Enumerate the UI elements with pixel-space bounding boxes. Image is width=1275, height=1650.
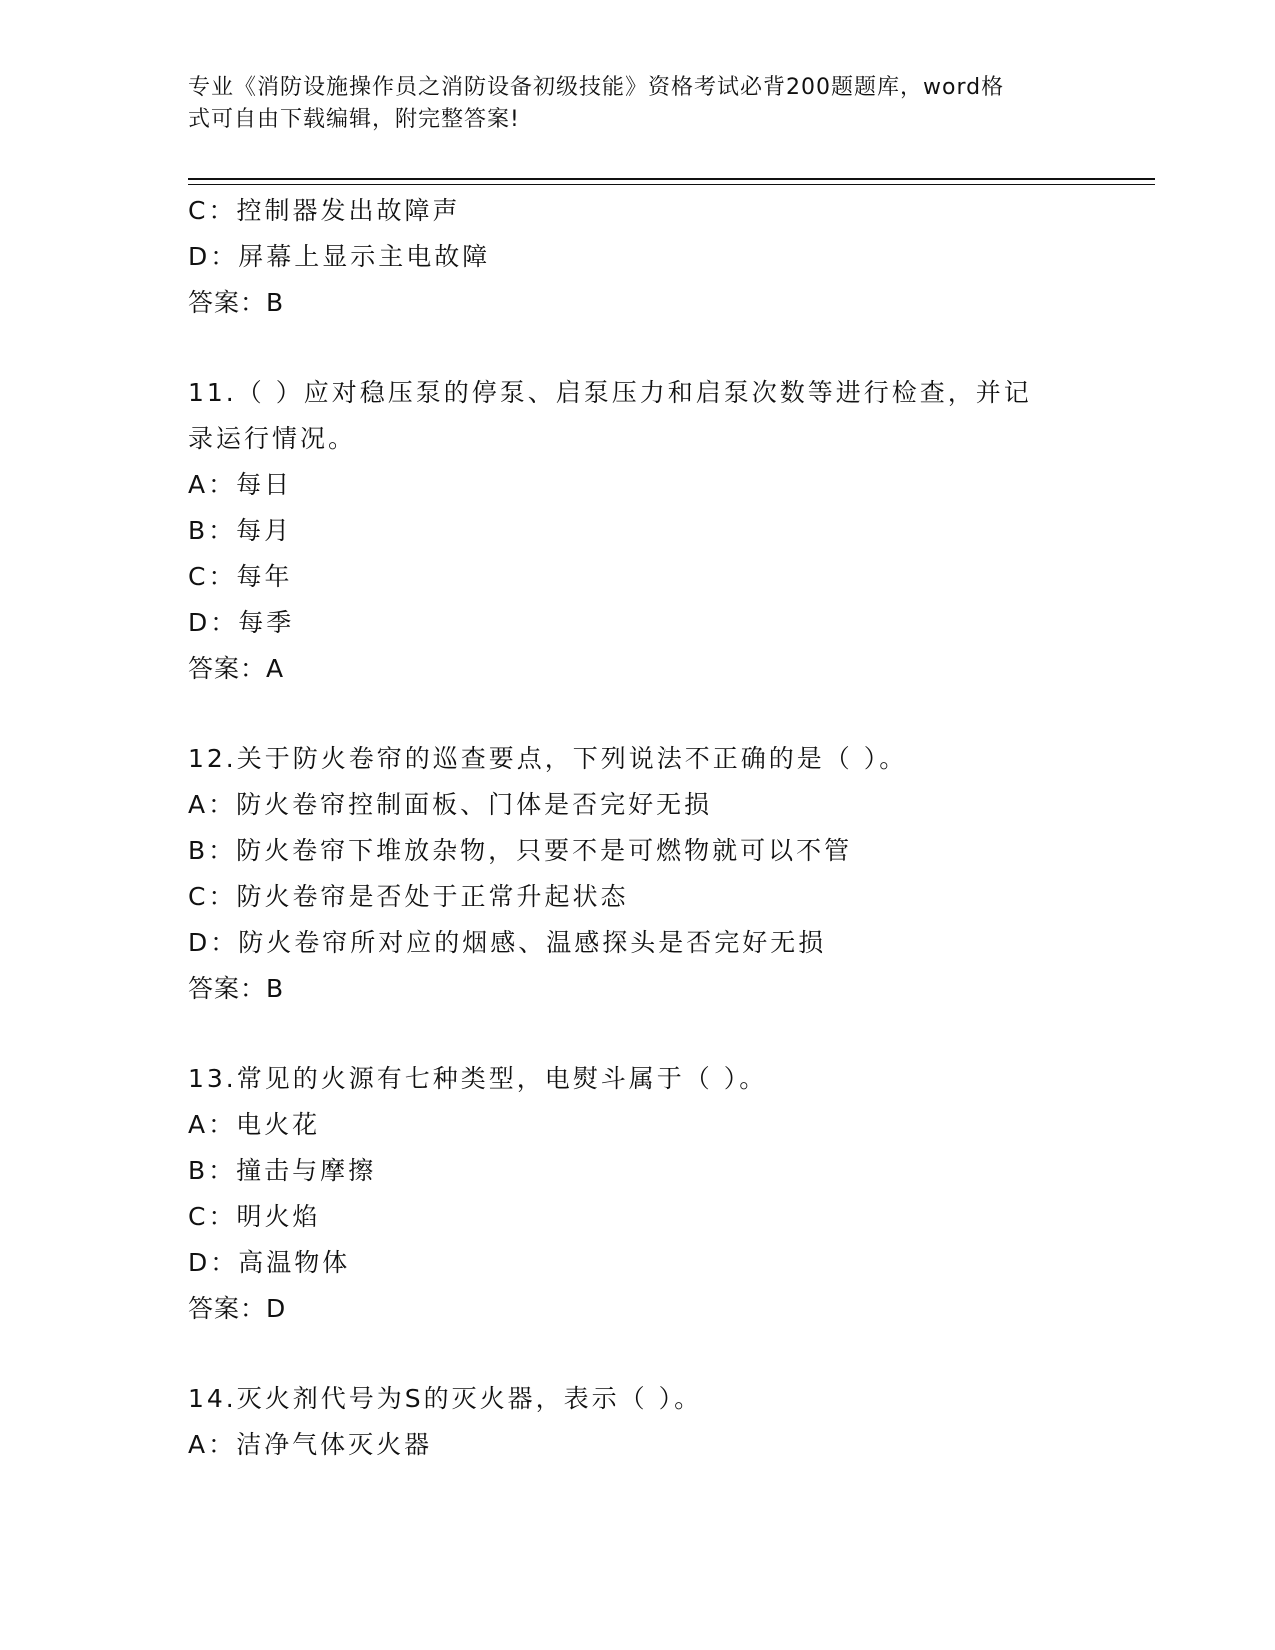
- header-line-2: 式可自由下载编辑，附完整答案!: [188, 107, 520, 132]
- question-content: [188, 188, 1068, 1468]
- document-header: [188, 72, 1068, 136]
- q11-option-b: B：每月: [188, 516, 293, 545]
- q11-option-c: C：每年: [188, 562, 293, 591]
- q12-option-b: B：防火卷帘下堆放杂物，只要不是可燃物就可以不管: [188, 836, 853, 865]
- q11-stem-line-2: 录运行情况。: [188, 424, 357, 453]
- question-13: [188, 1056, 1068, 1332]
- q10-answer: 答案：B: [188, 288, 285, 317]
- q13-answer: 答案：D: [188, 1294, 287, 1323]
- question-11: [188, 370, 1068, 692]
- question-12: [188, 736, 1068, 1012]
- header-divider-thin: [188, 184, 1155, 185]
- q12-option-d: D：防火卷帘所对应的烟感、温感探头是否完好无损: [188, 928, 827, 957]
- q12-answer: 答案：B: [188, 974, 285, 1003]
- q10-option-d: D：屏幕上显示主电故障: [188, 242, 491, 271]
- q13-option-b: B：撞击与摩擦: [188, 1156, 377, 1185]
- header-divider-thick: [188, 178, 1155, 180]
- q14-option-a: A：洁净气体灭火器: [188, 1430, 433, 1459]
- q10-option-c: C：控制器发出故障声: [188, 196, 461, 225]
- q11-option-d: D：每季: [188, 608, 295, 637]
- q13-option-c: C：明火焰: [188, 1202, 321, 1231]
- question-10-tail: [188, 188, 1068, 326]
- q13-option-d: D：高温物体: [188, 1248, 351, 1277]
- q14-stem: 14.灭火剂代号为S的灭火器，表示（ ）。: [188, 1384, 703, 1413]
- q12-stem: 12.关于防火卷帘的巡查要点，下列说法不正确的是（ ）。: [188, 744, 908, 773]
- q12-option-a: A：防火卷帘控制面板、门体是否完好无损: [188, 790, 713, 819]
- q11-answer: 答案：A: [188, 654, 285, 683]
- q13-option-a: A：电火花: [188, 1110, 321, 1139]
- q11-option-a: A：每日: [188, 470, 293, 499]
- header-line-1: 专业《消防设施操作员之消防设备初级技能》资格考试必背200题题库，word格: [188, 75, 1005, 100]
- question-14: [188, 1376, 1068, 1468]
- q11-stem-line-1: 11.（ ）应对稳压泵的停泵、启泵压力和启泵次数等进行检查，并记: [188, 378, 1032, 407]
- q12-option-c: C：防火卷帘是否处于正常升起状态: [188, 882, 629, 911]
- q13-stem: 13.常见的火源有七种类型，电熨斗属于（ ）。: [188, 1064, 768, 1093]
